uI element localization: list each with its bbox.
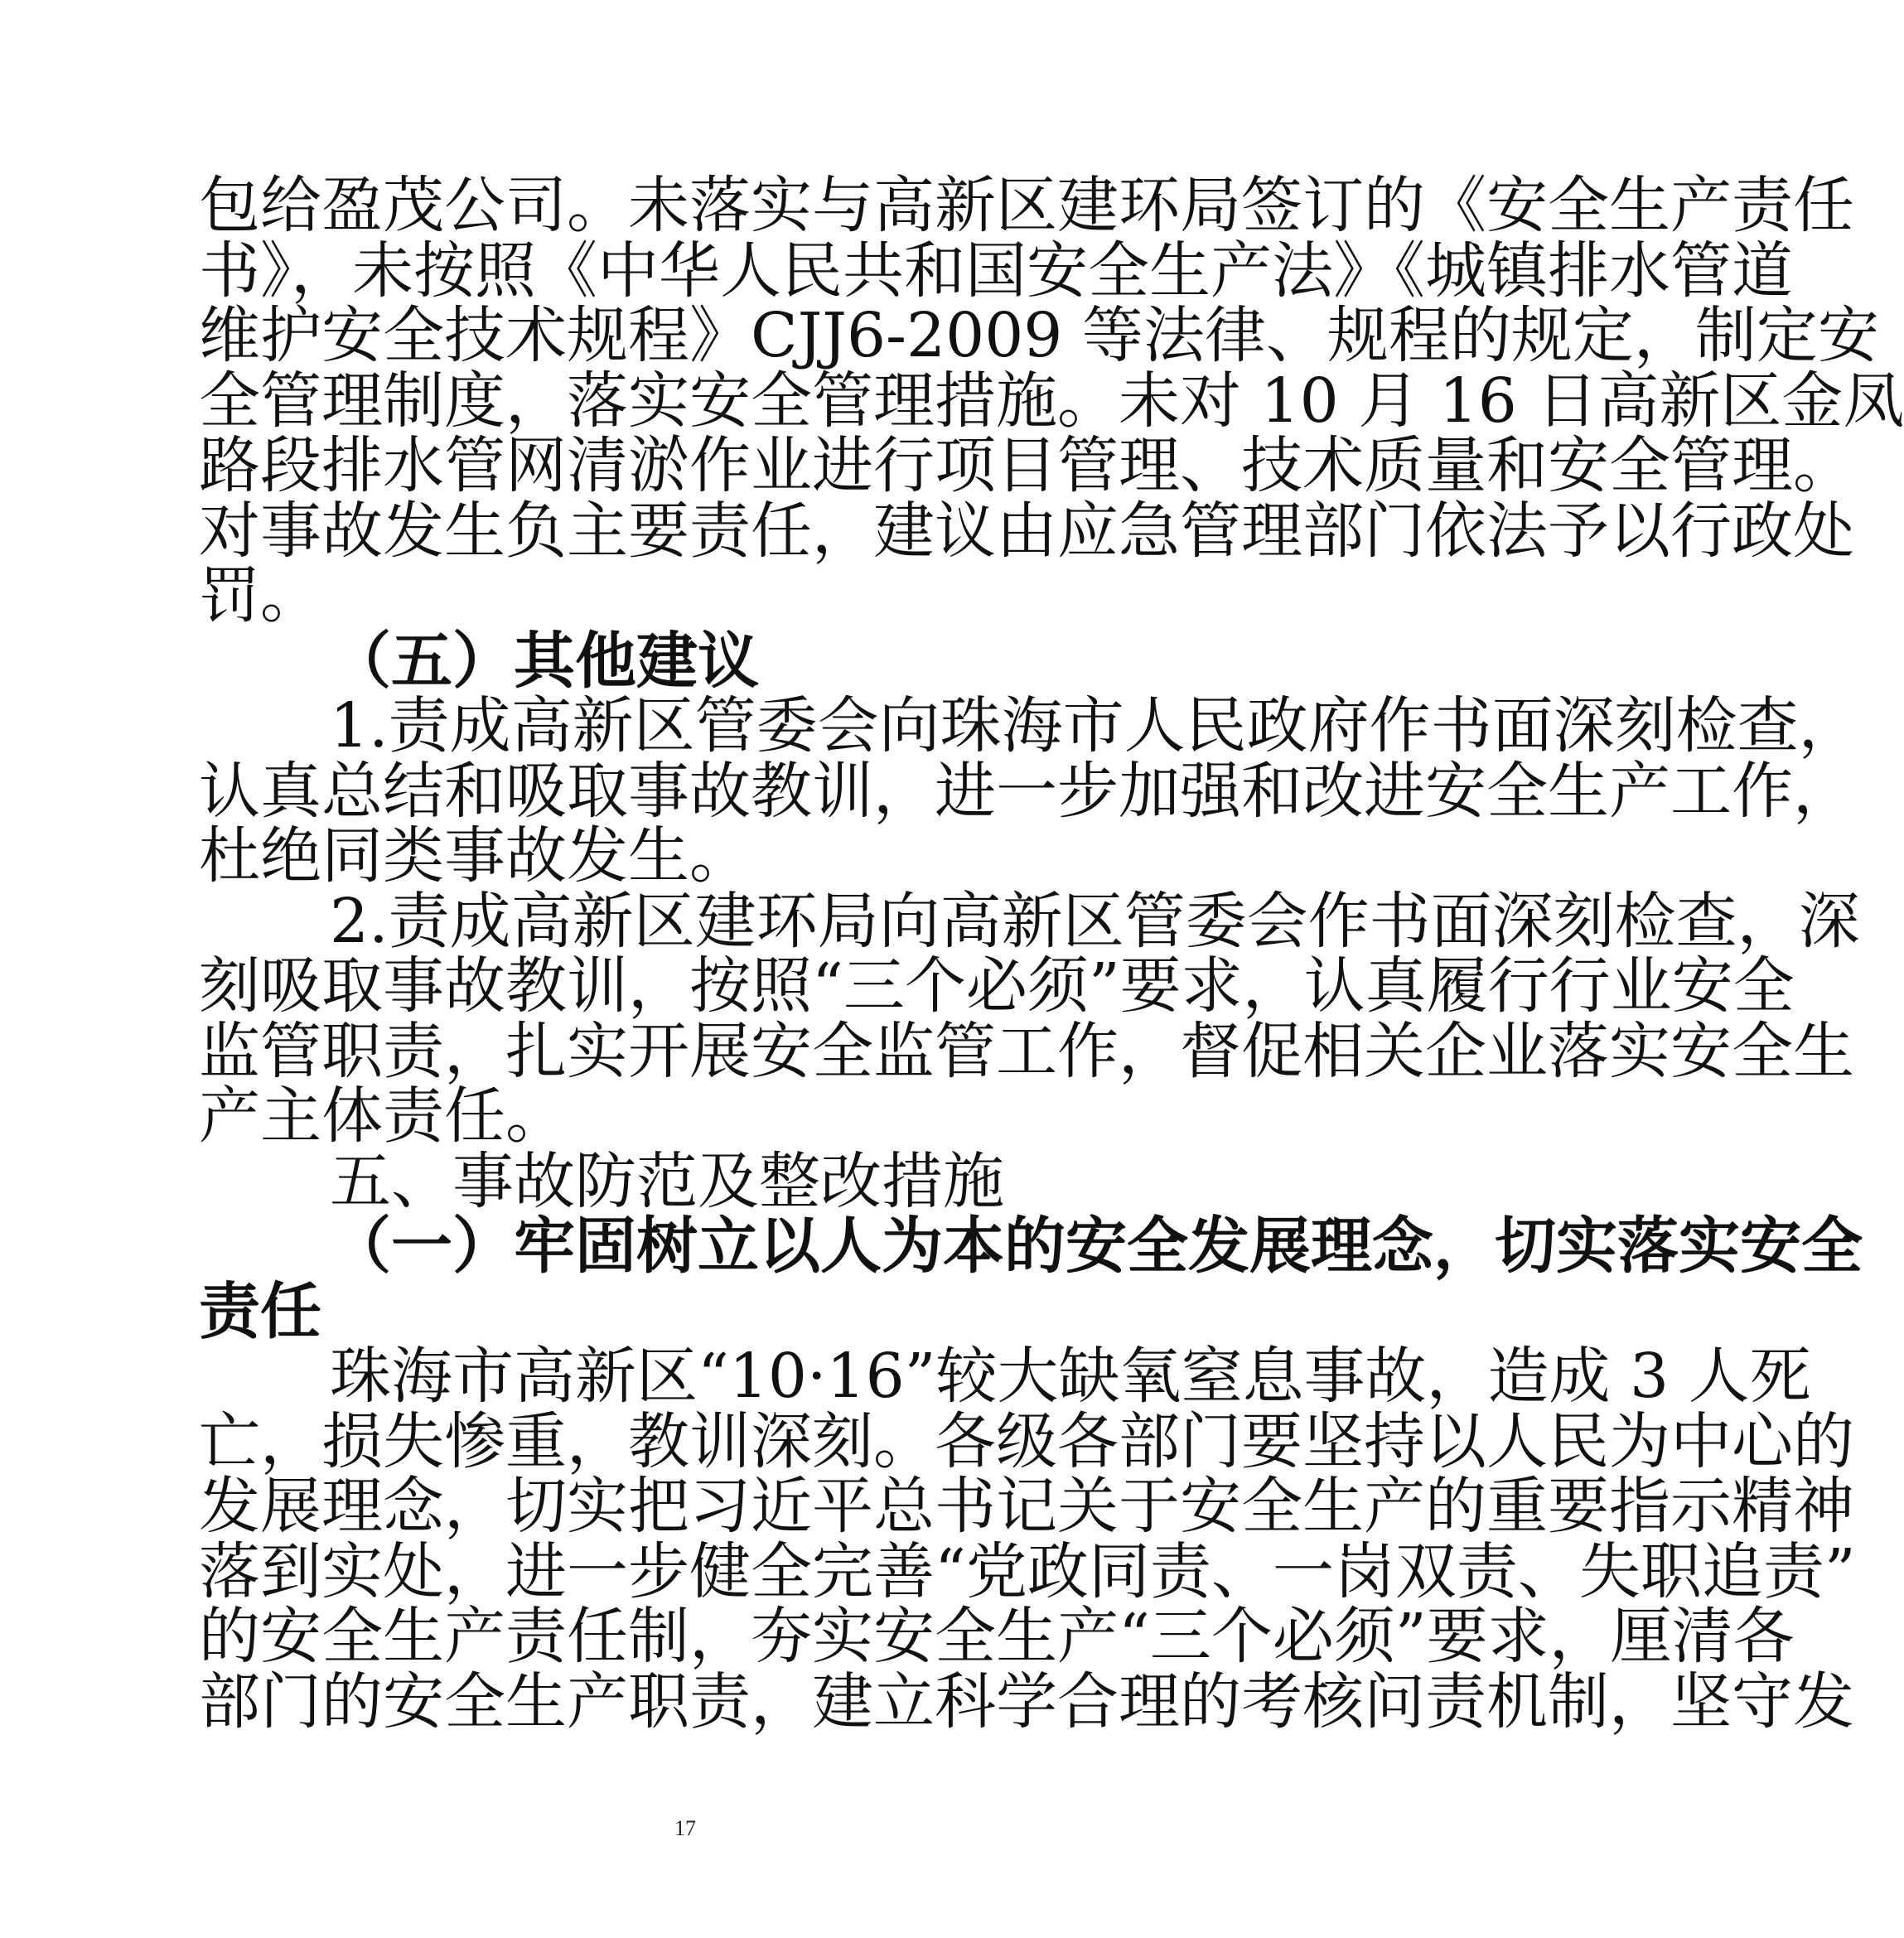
text-line: 书》，未按照《中华人民共和国安全生产法》《城镇排水管道 [199,234,1793,307]
text-line: 刻吸取事故教训，按照“三个必须”要求，认真履行行业安全 [199,950,1795,1022]
text-line: 维护安全技术规程》CJJ6-2009 等法律、规程的规定，制定安 [199,300,1879,371]
text-line: 全管理制度，落实安全管理措施。未对 10 月 16 日高新区金凤 [199,365,1904,437]
heading-line: 责任 [199,1275,321,1347]
text-line: 包给盈茂公司。未落实与高新区建环局签订的《安全生产责任 [199,170,1854,241]
body-text [199,170,1904,1737]
text-line: 1.责成高新区管委会向珠海市人民政府作书面深刻检查， [330,690,1860,761]
heading-line: 五、事故防范及整改措施 [330,1145,1004,1217]
text-line: 杜绝同类事故发生。 [199,820,751,892]
text-line: 产主体责任。 [199,1080,567,1152]
text-line: 对事故发生负主要责任，建议由应急管理部门依法予以行政处 [199,495,1854,567]
text-line: 亡，损失惨重，教训深刻。各级各部门要坚持以人民为中心的 [199,1405,1854,1477]
text-line: 罚。 [199,560,321,631]
text-line: 落到实处，进一步健全完善“党政同责、一岗双责、失职追责” [199,1535,1856,1607]
text-line: 发展理念，切实把习近平总书记关于安全生产的重要指示精神 [199,1471,1854,1542]
text-line: 部门的安全生产职责，建立科学合理的考核问责机制，坚守发 [199,1665,1854,1737]
heading-line: （一）牢固树立以人为本的安全发展理念，切实落实安全 [330,1211,1863,1282]
text-line: 监管职责，扎实开展安全监管工作，督促相关企业落实安全生 [199,1015,1854,1087]
page-number: 17 [674,1816,696,1840]
text-line: 珠海市高新区“10·16”较大缺氧窒息事故，造成 3 人死 [330,1341,1811,1412]
text-line: 的安全生产责任制，夯实安全生产“三个必须”要求，厘清各 [199,1601,1795,1672]
heading-line: （五）其他建议 [330,625,759,697]
text-line: 2.责成高新区建环局向高新区管委会作书面深刻检查，深 [330,885,1860,957]
text-line: 认真总结和吸取事故教训，进一步加强和改进安全生产工作， [199,755,1854,827]
text-line: 路段排水管网清淤作业进行项目管理、技术质量和安全管理。 [199,430,1854,501]
